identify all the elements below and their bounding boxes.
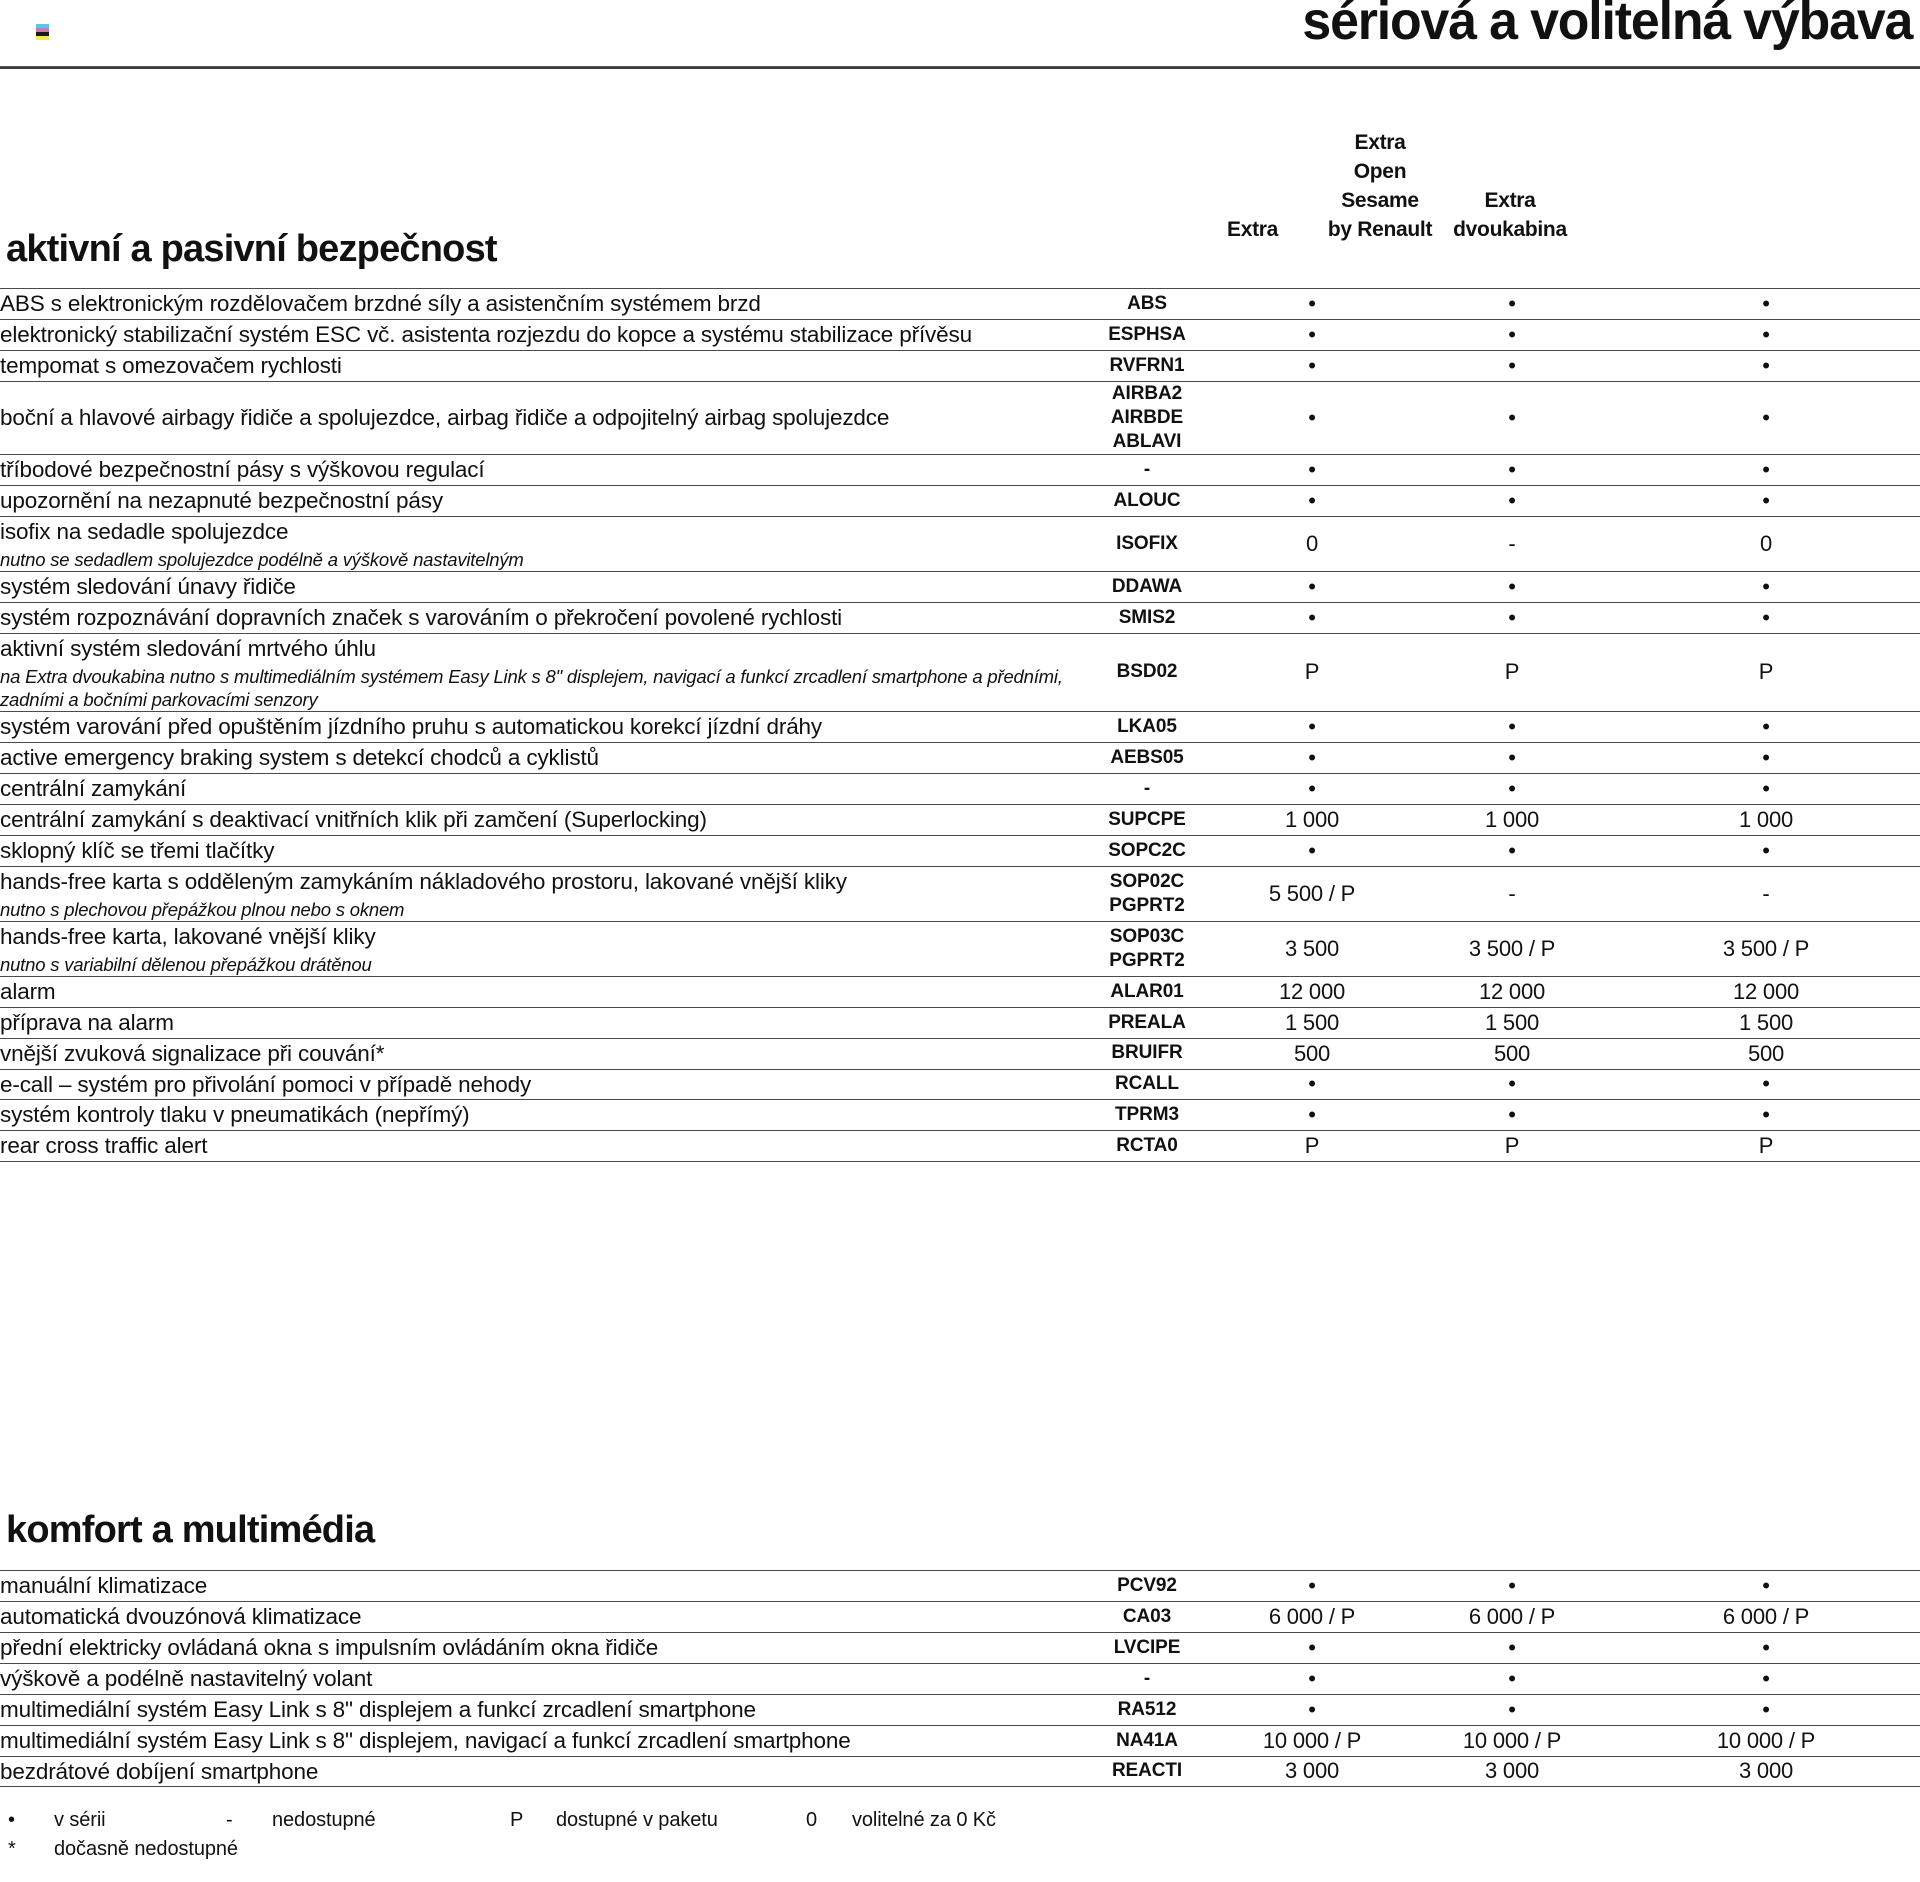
feature-label-text: boční a hlavové airbagy řidiče a spolujezdce, airbag řidiče a odpojitelný airbag spolujezdce bbox=[0, 404, 890, 430]
feature-code: CA03 bbox=[1122, 1605, 1172, 1627]
feature-value-col1: P bbox=[1304, 1133, 1320, 1159]
feature-value-col2: • bbox=[1508, 1696, 1516, 1722]
feature-code: - bbox=[1143, 1667, 1151, 1689]
feature-label-text: příprava na alarm bbox=[0, 1009, 174, 1035]
feature-code: PCV92 bbox=[1117, 1574, 1177, 1596]
feature-label bbox=[0, 1100, 1082, 1131]
table-row bbox=[0, 486, 1920, 517]
feature-code: AIRBA2 AIRBDE ABLAVI bbox=[1110, 382, 1184, 453]
feature-value-col3: • bbox=[1762, 573, 1770, 599]
feature-label bbox=[0, 1663, 1082, 1694]
table-row bbox=[0, 835, 1920, 866]
feature-label bbox=[0, 455, 1082, 486]
feature-label bbox=[0, 350, 1082, 381]
feature-value-col1: • bbox=[1308, 1665, 1316, 1691]
feature-label bbox=[0, 381, 1082, 454]
feature-value-col3: 3 500 / P bbox=[1722, 935, 1810, 961]
feature-value-col1: • bbox=[1308, 321, 1316, 347]
feature-label-text: multimediální systém Easy Link s 8" displejem a funkcí zrcadlení smartphone bbox=[0, 1696, 756, 1722]
feature-value-col1: 3 000 bbox=[1284, 1758, 1340, 1784]
table-row bbox=[0, 516, 1920, 571]
feature-label bbox=[0, 835, 1082, 866]
feature-code: SUPCPE bbox=[1108, 808, 1186, 830]
feature-value-col2: • bbox=[1508, 775, 1516, 801]
feature-value-col2: - bbox=[1508, 531, 1516, 556]
feature-label bbox=[0, 572, 1082, 603]
feature-value-col3: • bbox=[1762, 1665, 1770, 1691]
spec-table-safety bbox=[0, 288, 1920, 1162]
feature-code: RCALL bbox=[1115, 1073, 1179, 1095]
feature-value-col1: • bbox=[1308, 1696, 1316, 1722]
feature-value-col3: • bbox=[1762, 352, 1770, 378]
feature-value-col1: • bbox=[1308, 837, 1316, 863]
feature-value-col3: • bbox=[1762, 714, 1770, 739]
feature-value-col1: • bbox=[1308, 604, 1316, 630]
section-title-comfort: komfort a multimédia bbox=[6, 1509, 375, 1551]
feature-value-col2: • bbox=[1508, 573, 1516, 599]
feature-value-col1: 12 000 bbox=[1278, 978, 1346, 1004]
feature-value-col1: • bbox=[1308, 1071, 1316, 1097]
feature-value-col3: - bbox=[1762, 880, 1770, 906]
feature-value-col3: • bbox=[1762, 321, 1770, 347]
feature-label-text: výškově a podélně nastavitelný volant bbox=[0, 1665, 373, 1691]
feature-code: ABS bbox=[1127, 292, 1167, 314]
feature-label bbox=[0, 289, 1082, 320]
feature-value-col2: • bbox=[1508, 744, 1516, 770]
feature-code: SMIS2 bbox=[1118, 606, 1176, 628]
feature-code: ISOFIX bbox=[1116, 532, 1178, 554]
column-headers bbox=[0, 110, 1920, 245]
feature-note: nutno s plechovou přepážkou plnou nebo s oknem bbox=[0, 898, 405, 920]
feature-label bbox=[0, 1131, 1082, 1162]
feature-value-col1: • bbox=[1308, 1572, 1316, 1598]
feature-code: NA41A bbox=[1116, 1729, 1178, 1751]
table-row bbox=[0, 1038, 1920, 1069]
table-row bbox=[0, 712, 1920, 743]
feature-label-text: isofix na sedadle spolujezdce bbox=[0, 518, 289, 544]
feature-value-col3: • bbox=[1762, 1696, 1770, 1722]
table-row bbox=[0, 976, 1920, 1007]
feature-note: nutno s variabilní dělenou přepážkou drátěnou bbox=[0, 953, 372, 975]
feature-code: ESPHSA bbox=[1108, 323, 1186, 345]
feature-label bbox=[0, 633, 1082, 711]
feature-note: na Extra dvoukabina nutno s multimediálním systémem Easy Link s 8" displejem, navigací a funkcí zrcadlení smartphone a předními, zadními a bočními parkovacími senzory bbox=[0, 665, 1063, 710]
feature-value-col3: • bbox=[1762, 488, 1770, 514]
feature-code: RCTA0 bbox=[1116, 1135, 1178, 1157]
column-header-extra: Extra bbox=[1226, 218, 1279, 242]
feature-value-col1: • bbox=[1308, 573, 1316, 599]
feature-code: AEBS05 bbox=[1110, 746, 1184, 768]
table-row bbox=[0, 381, 1920, 454]
feature-value-col2: • bbox=[1508, 488, 1516, 514]
legend-text: v sérii bbox=[54, 1809, 106, 1831]
feature-label bbox=[0, 1694, 1082, 1725]
feature-note: nutno se sedadlem spolujezdce podélně a výškově nastavitelným bbox=[0, 548, 524, 570]
feature-value-col1: • bbox=[1308, 488, 1316, 514]
spec-table-comfort bbox=[0, 1570, 1920, 1787]
legend-text: dočasně nedostupné bbox=[54, 1838, 238, 1860]
table-row bbox=[0, 350, 1920, 381]
feature-code: ALAR01 bbox=[1110, 980, 1184, 1002]
table-row bbox=[0, 804, 1920, 835]
table-row bbox=[0, 1756, 1920, 1787]
feature-label-text: rear cross traffic alert bbox=[0, 1133, 208, 1159]
feature-code: RA512 bbox=[1117, 1698, 1177, 1720]
feature-value-col1: • bbox=[1308, 404, 1316, 430]
feature-value-col3: • bbox=[1762, 837, 1770, 863]
feature-value-col1: P bbox=[1304, 659, 1320, 685]
page-title: sériová a volitelná výbava bbox=[1302, 0, 1912, 51]
feature-value-col3: • bbox=[1762, 744, 1770, 770]
feature-value-col2: P bbox=[1504, 659, 1520, 685]
feature-label bbox=[0, 804, 1082, 835]
spec-table-body bbox=[0, 289, 1920, 1162]
feature-label-text: systém varování před opuštěním jízdního pruhu s automatickou korekcí jízdní dráhy bbox=[0, 714, 823, 740]
feature-value-col2: • bbox=[1508, 714, 1516, 739]
feature-label bbox=[0, 1725, 1082, 1756]
feature-label bbox=[0, 712, 1082, 743]
spec-table-body bbox=[0, 1571, 1920, 1787]
legend-row bbox=[8, 1806, 996, 1835]
feature-label bbox=[0, 1601, 1082, 1632]
table-row bbox=[0, 1100, 1920, 1131]
feature-value-col3: 500 bbox=[1747, 1040, 1785, 1066]
feature-label bbox=[0, 1571, 1082, 1602]
feature-value-col2: 3 500 / P bbox=[1468, 935, 1556, 961]
table-row bbox=[0, 1694, 1920, 1725]
feature-code: SOP03C PGPRT2 bbox=[1109, 925, 1185, 971]
feature-label bbox=[0, 516, 1082, 571]
feature-value-col2: 1 500 bbox=[1484, 1009, 1540, 1035]
feature-label-text: centrální zamykání s deaktivací vnitřních klik při zamčení (Superlocking) bbox=[0, 806, 707, 832]
feature-code: BSD02 bbox=[1116, 661, 1178, 683]
feature-label-text: active emergency braking system s detekcí chodců a cyklistů bbox=[0, 744, 599, 770]
feature-label bbox=[0, 486, 1082, 517]
table-row bbox=[0, 289, 1920, 320]
feature-value-col1: • bbox=[1308, 352, 1316, 378]
feature-value-col1: • bbox=[1308, 714, 1316, 739]
legend-text: volitelné za 0 Kč bbox=[852, 1809, 996, 1831]
table-row bbox=[0, 773, 1920, 804]
legend-row bbox=[8, 1835, 996, 1864]
table-row bbox=[0, 921, 1920, 976]
feature-label-text: automatická dvouzónová klimatizace bbox=[0, 1603, 362, 1629]
table-row bbox=[0, 1007, 1920, 1038]
legend-symbol: • bbox=[8, 1809, 15, 1831]
feature-label bbox=[0, 1756, 1082, 1787]
feature-value-col3: • bbox=[1762, 1071, 1770, 1097]
feature-value-col1: 5 500 / P bbox=[1268, 880, 1356, 906]
feature-code: ALOUC bbox=[1113, 489, 1181, 511]
feature-value-col1: 1 500 bbox=[1284, 1009, 1340, 1035]
feature-value-col2: • bbox=[1508, 404, 1516, 430]
feature-label-text: hands-free karta s odděleným zamykáním nákladového prostoru, lakované vnější kliky bbox=[0, 868, 847, 894]
feature-value-col3: • bbox=[1762, 290, 1770, 316]
feature-value-col1: • bbox=[1308, 1102, 1316, 1128]
feature-value-col1: 1 000 bbox=[1284, 806, 1340, 832]
feature-value-col3: • bbox=[1762, 604, 1770, 630]
feature-value-col2: • bbox=[1508, 1634, 1516, 1660]
feature-value-col2: P bbox=[1504, 1133, 1520, 1159]
feature-code: LVCIPE bbox=[1113, 1636, 1181, 1658]
feature-code: - bbox=[1143, 777, 1151, 799]
feature-value-col2: • bbox=[1508, 290, 1516, 316]
feature-value-col3: 1 500 bbox=[1738, 1009, 1794, 1035]
feature-label-text: vnější zvuková signalizace při couvání* bbox=[0, 1040, 385, 1066]
feature-label bbox=[0, 1069, 1082, 1100]
feature-label-text: aktivní systém sledování mrtvého úhlu bbox=[0, 635, 376, 661]
feature-code: PREALA bbox=[1108, 1011, 1186, 1033]
feature-value-col3: • bbox=[1762, 775, 1770, 801]
feature-value-col1: • bbox=[1308, 1634, 1316, 1660]
feature-label-text: hands-free karta, lakované vnější kliky bbox=[0, 923, 376, 949]
feature-value-col2: • bbox=[1508, 837, 1516, 863]
feature-label-text: e-call – systém pro přivolání pomoci v případě nehody bbox=[0, 1071, 532, 1097]
section-title-safety: aktivní a pasivní bezpečnost bbox=[6, 228, 497, 270]
feature-label bbox=[0, 976, 1082, 1007]
feature-value-col2: • bbox=[1508, 457, 1516, 483]
table-row bbox=[0, 1632, 1920, 1663]
feature-label bbox=[0, 773, 1082, 804]
table-row bbox=[0, 742, 1920, 773]
feature-label-text: sklopný klíč se třemi tlačítky bbox=[0, 837, 275, 863]
table-row bbox=[0, 1725, 1920, 1756]
feature-value-col2: • bbox=[1508, 352, 1516, 378]
feature-code: DDAWA bbox=[1111, 575, 1183, 597]
feature-value-col2: 1 000 bbox=[1484, 806, 1540, 832]
feature-value-col1: • bbox=[1308, 775, 1316, 801]
feature-label-text: tempomat s omezovačem rychlosti bbox=[0, 352, 342, 378]
table-row bbox=[0, 1601, 1920, 1632]
feature-label-text: manuální klimatizace bbox=[0, 1573, 208, 1598]
feature-label bbox=[0, 921, 1082, 976]
feature-value-col2: 12 000 bbox=[1478, 978, 1546, 1004]
legend-symbol: * bbox=[8, 1838, 16, 1860]
feature-label-text: centrální zamykání bbox=[0, 775, 187, 801]
feature-value-col3: P bbox=[1758, 659, 1774, 685]
feature-value-col1: 0 bbox=[1305, 531, 1319, 556]
legend-symbol: 0 bbox=[806, 1809, 818, 1831]
feature-code: BRUIFR bbox=[1111, 1042, 1183, 1064]
feature-value-col3: • bbox=[1762, 457, 1770, 483]
feature-value-col3: • bbox=[1762, 404, 1770, 430]
feature-value-col3: • bbox=[1762, 1102, 1770, 1128]
feature-value-col2: • bbox=[1508, 1572, 1516, 1598]
legend-symbol: P bbox=[510, 1809, 524, 1831]
table-row bbox=[0, 633, 1920, 711]
feature-label-text: přední elektricky ovládaná okna s impulsním ovládáním okna řidiče bbox=[0, 1634, 659, 1660]
legend-symbol: - bbox=[226, 1809, 233, 1831]
header-divider bbox=[0, 66, 1920, 69]
feature-value-col2: • bbox=[1508, 1665, 1516, 1691]
feature-label bbox=[0, 319, 1082, 350]
legend bbox=[8, 1806, 996, 1864]
feature-code: - bbox=[1143, 459, 1151, 481]
feature-value-col2: • bbox=[1508, 321, 1516, 347]
feature-code: SOPC2C bbox=[1108, 839, 1186, 861]
feature-value-col3: • bbox=[1762, 1572, 1770, 1598]
feature-value-col2: • bbox=[1508, 1102, 1516, 1128]
table-row bbox=[0, 455, 1920, 486]
feature-value-col1: 3 500 bbox=[1284, 935, 1340, 961]
feature-value-col3: 0 bbox=[1759, 531, 1773, 556]
table-row bbox=[0, 602, 1920, 633]
legend-text: dostupné v paketu bbox=[556, 1809, 718, 1831]
feature-label-text: ABS s elektronickým rozdělovačem brzdné síly a asistenčním systémem brzd bbox=[0, 291, 761, 316]
column-header-extra-open-sesame-by-renault: Extra Open Sesame by Renault bbox=[1327, 131, 1433, 242]
feature-value-col1: 500 bbox=[1293, 1040, 1331, 1066]
table-row bbox=[0, 319, 1920, 350]
feature-value-col3: 10 000 / P bbox=[1716, 1727, 1816, 1753]
feature-value-col2: • bbox=[1508, 604, 1516, 630]
feature-label bbox=[0, 602, 1082, 633]
cmyk-registration-mark-icon bbox=[36, 24, 49, 40]
feature-code: REACTI bbox=[1111, 1760, 1183, 1782]
feature-code: LKA05 bbox=[1117, 715, 1177, 737]
feature-value-col3: 3 000 bbox=[1738, 1758, 1794, 1784]
feature-label-text: upozornění na nezapnuté bezpečnostní pásy bbox=[0, 488, 443, 514]
feature-value-col2: • bbox=[1508, 1071, 1516, 1097]
column-header-extra-dvoukabina: Extra dvoukabina bbox=[1453, 189, 1567, 242]
feature-value-col3: 6 000 / P bbox=[1722, 1603, 1810, 1629]
table-row bbox=[0, 572, 1920, 603]
feature-value-col2: 10 000 / P bbox=[1462, 1727, 1562, 1753]
feature-value-col2: 6 000 / P bbox=[1468, 1603, 1556, 1629]
feature-value-col1: • bbox=[1308, 457, 1316, 483]
feature-label-text: multimediální systém Easy Link s 8" displejem, navigací a funkcí zrcadlení smartphone bbox=[0, 1727, 851, 1753]
feature-label bbox=[0, 1007, 1082, 1038]
feature-value-col2: 3 000 bbox=[1484, 1758, 1540, 1784]
feature-label-text: systém kontroly tlaku v pneumatikách (nepřímý) bbox=[0, 1102, 470, 1128]
feature-value-col3: 12 000 bbox=[1732, 978, 1800, 1004]
feature-label bbox=[0, 1632, 1082, 1663]
feature-label bbox=[0, 742, 1082, 773]
feature-code: RVFRN1 bbox=[1109, 354, 1185, 376]
table-row bbox=[0, 1663, 1920, 1694]
feature-label-text: systém sledování únavy řidiče bbox=[0, 574, 296, 600]
feature-value-col1: • bbox=[1308, 290, 1316, 316]
feature-label bbox=[0, 866, 1082, 921]
feature-label-text: tříbodové bezpečnostní pásy s výškovou regulací bbox=[0, 457, 485, 483]
table-row bbox=[0, 1069, 1920, 1100]
feature-code: TPRM3 bbox=[1115, 1104, 1179, 1126]
feature-value-col2: 500 bbox=[1493, 1040, 1531, 1066]
feature-value-col3: • bbox=[1762, 1634, 1770, 1660]
table-row bbox=[0, 1131, 1920, 1162]
feature-value-col2: - bbox=[1508, 880, 1516, 906]
feature-value-col3: 1 000 bbox=[1738, 806, 1794, 832]
feature-label-text: elektronický stabilizační systém ESC vč. asistenta rozjezdu do kopce a systému stabilizace přívěsu bbox=[0, 321, 972, 347]
feature-code: SOP02C PGPRT2 bbox=[1109, 870, 1185, 916]
table-row bbox=[0, 866, 1920, 921]
legend-text: nedostupné bbox=[272, 1809, 376, 1831]
feature-label-text: bezdrátové dobíjení smartphone bbox=[0, 1758, 319, 1784]
feature-value-col1: 10 000 / P bbox=[1262, 1727, 1362, 1753]
feature-label-text: systém rozpoznávání dopravních značek s varováním o překročení povolené rychlosti bbox=[0, 604, 843, 630]
feature-value-col1: • bbox=[1308, 744, 1316, 770]
feature-value-col1: 6 000 / P bbox=[1268, 1603, 1356, 1629]
feature-label bbox=[0, 1038, 1082, 1069]
feature-value-col3: P bbox=[1758, 1133, 1774, 1159]
page-header bbox=[0, 0, 1920, 66]
feature-label-text: alarm bbox=[0, 978, 56, 1004]
table-row bbox=[0, 1571, 1920, 1602]
